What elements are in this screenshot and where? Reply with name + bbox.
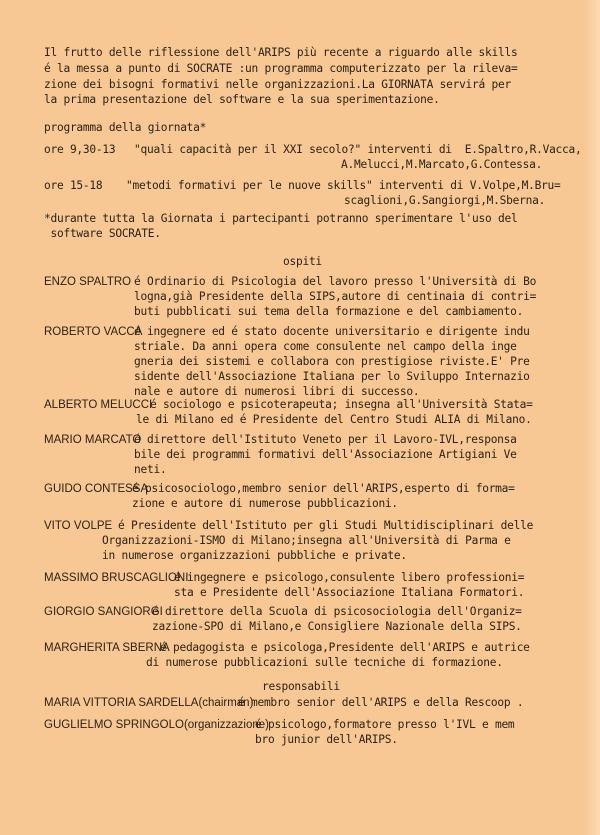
guests-heading: ospiti (283, 255, 322, 268)
guest-name-vacca: ROBERTO VACCA (44, 326, 143, 338)
guest-bio-line: zione e autore di numerose pubblicazioni. (132, 497, 398, 510)
program-morning-time: ore 9,30-13 (44, 143, 116, 156)
guest-name-contessa: GUIDO CONTESSA (44, 483, 149, 495)
program-note-line-1: *durante tutta la Giornata i partecipanti potranno sperimentare l'uso del (44, 212, 518, 225)
guest-bio-line: é pedagogista e psicologa,Presidente dell'ARIPS e autrice (160, 641, 530, 654)
guest-bio-line: in numerose organizzazioni pubbliche e private. (102, 549, 407, 562)
guest-bio-line: nale e autore di numerosi libri di successo. (134, 385, 420, 398)
guest-bio-line: di numerose pubblicazioni sulle tecniche di formazione. (146, 656, 503, 669)
responsible-name-springolo: GUGLIELMO SPRINGOLO(organizzazione) (44, 719, 269, 731)
guest-bio-line: sidente dell'Associazione Italiana per lo Sviluppo Internazio (134, 370, 530, 383)
intro-line-3: zione dei bisogni formativi nelle organizzazioni.La GIORNATA servirá per (44, 78, 511, 91)
guest-bio-line: zazione-SPO di Milano,e Consigliere Nazionale della SIPS. (152, 620, 522, 633)
guest-name-volpe: VITO VOLPE (44, 520, 113, 532)
guest-bio-line: é direttore della Scuola di psicosociologia dell'Organiz= (152, 605, 522, 618)
program-afternoon-line-1: "metodi formativi per le nuove skills" interventi di V.Volpe,M.Bru= (126, 179, 561, 192)
guest-bio-line: buti pubblicati sui tema della formazione e del cambiamento. (134, 305, 524, 318)
program-afternoon-time: ore 15-18 (44, 179, 103, 192)
guest-bio-line: neti. (134, 463, 167, 476)
guest-bio-line: logna,già Presidente della SIPS,autore di centinaia di contri= (134, 290, 537, 303)
program-morning-line-1: "quali capacità per il XXI secolo?" interventi di E.Spaltro,R.Vacca, (134, 143, 582, 156)
responsible-bio-line: bro junior dell'ARIPS. (255, 733, 398, 746)
guest-bio-line: Organizzazioni-ISMO di Milano;insegna all'Università di Parma e (102, 534, 511, 547)
guest-name-marcato: MARIO MARCATO (44, 434, 142, 446)
guest-bio-line: sta e Presidente dell'Associazione Italiana Formatori. (174, 586, 525, 599)
program-heading: programma della giornata* (44, 121, 207, 134)
guest-bio-line: é psicosociologo,membro senior dell'ARIPS,esperto di forma= (132, 482, 515, 495)
guest-bio-line: é sociologo e psicoterapeuta; insegna all'Università Stata= (150, 398, 533, 411)
responsible-bio-line: é psicologo,formatore presso l'IVL e mem (255, 718, 515, 731)
guest-name-sangiorgi: GIORGIO SANGIORGI (44, 606, 163, 618)
program-note-line-2: software SOCRATE. (44, 227, 161, 240)
guest-name-melucci: ALBERTO MELUCCI (44, 399, 153, 411)
guest-name-bruscaglioni: MASSIMO BRUSCAGLIONI (44, 572, 189, 584)
responsible-bio-line: é membro senior dell'ARIPS e della Rescoop . (238, 696, 524, 709)
guest-name-sberna: MARGHERITA SBERNA (44, 642, 170, 654)
guest-bio-line: é ingegnere ed é stato docente universitario e dirigente indu (134, 325, 530, 338)
intro-line-1: Il frutto delle riflessione dell'ARIPS più recente a riguardo alle skills (44, 46, 518, 59)
guest-bio-line: gneria dei sistemi e collabora con prestigiose riviste.E' Pre (134, 355, 530, 368)
program-morning-line-2: A.Melucci,M.Marcato,G.Contessa. (341, 158, 543, 171)
intro-line-2: é la messa a punto di SOCRATE :un programma computerizzato per la rileva= (44, 62, 518, 75)
guest-bio-line: le di Milano ed é Presidente del Centro Studi ALIA di Milano. (136, 413, 532, 426)
guest-bio-line: é ingegnere e psicologo,consulente libero professioni= (174, 571, 525, 584)
guest-bio-line: striale. Da anni opera come consulente nel campo della inge (134, 340, 517, 353)
responsible-name-sardella: MARIA VITTORIA SARDELLA(chairman) (44, 697, 254, 709)
intro-line-4: la prima presentazione del software e la sua sperimentazione. (44, 93, 440, 106)
program-afternoon-line-2: scaglioni,G.Sangiorgi,M.Sberna. (344, 194, 546, 207)
guest-bio-line: é Presidente dell'Istituto per gli Studi Multidisciplinari delle (118, 519, 534, 532)
guest-bio-line: bile dei programmi formativi dell'Associazione Artigiani Ve (134, 448, 517, 461)
guest-name-spaltro: ENZO SPALTRO (44, 276, 132, 288)
guest-bio-line: é Ordinario di Psicologia del lavoro presso l'Università di Bo (134, 275, 537, 288)
paper-edge-shadow (584, 0, 600, 835)
responsible-heading: responsabili (262, 680, 340, 693)
guest-bio-line: é direttore dell'Istituto Veneto per il Lavoro-IVL,responsa (134, 433, 517, 446)
